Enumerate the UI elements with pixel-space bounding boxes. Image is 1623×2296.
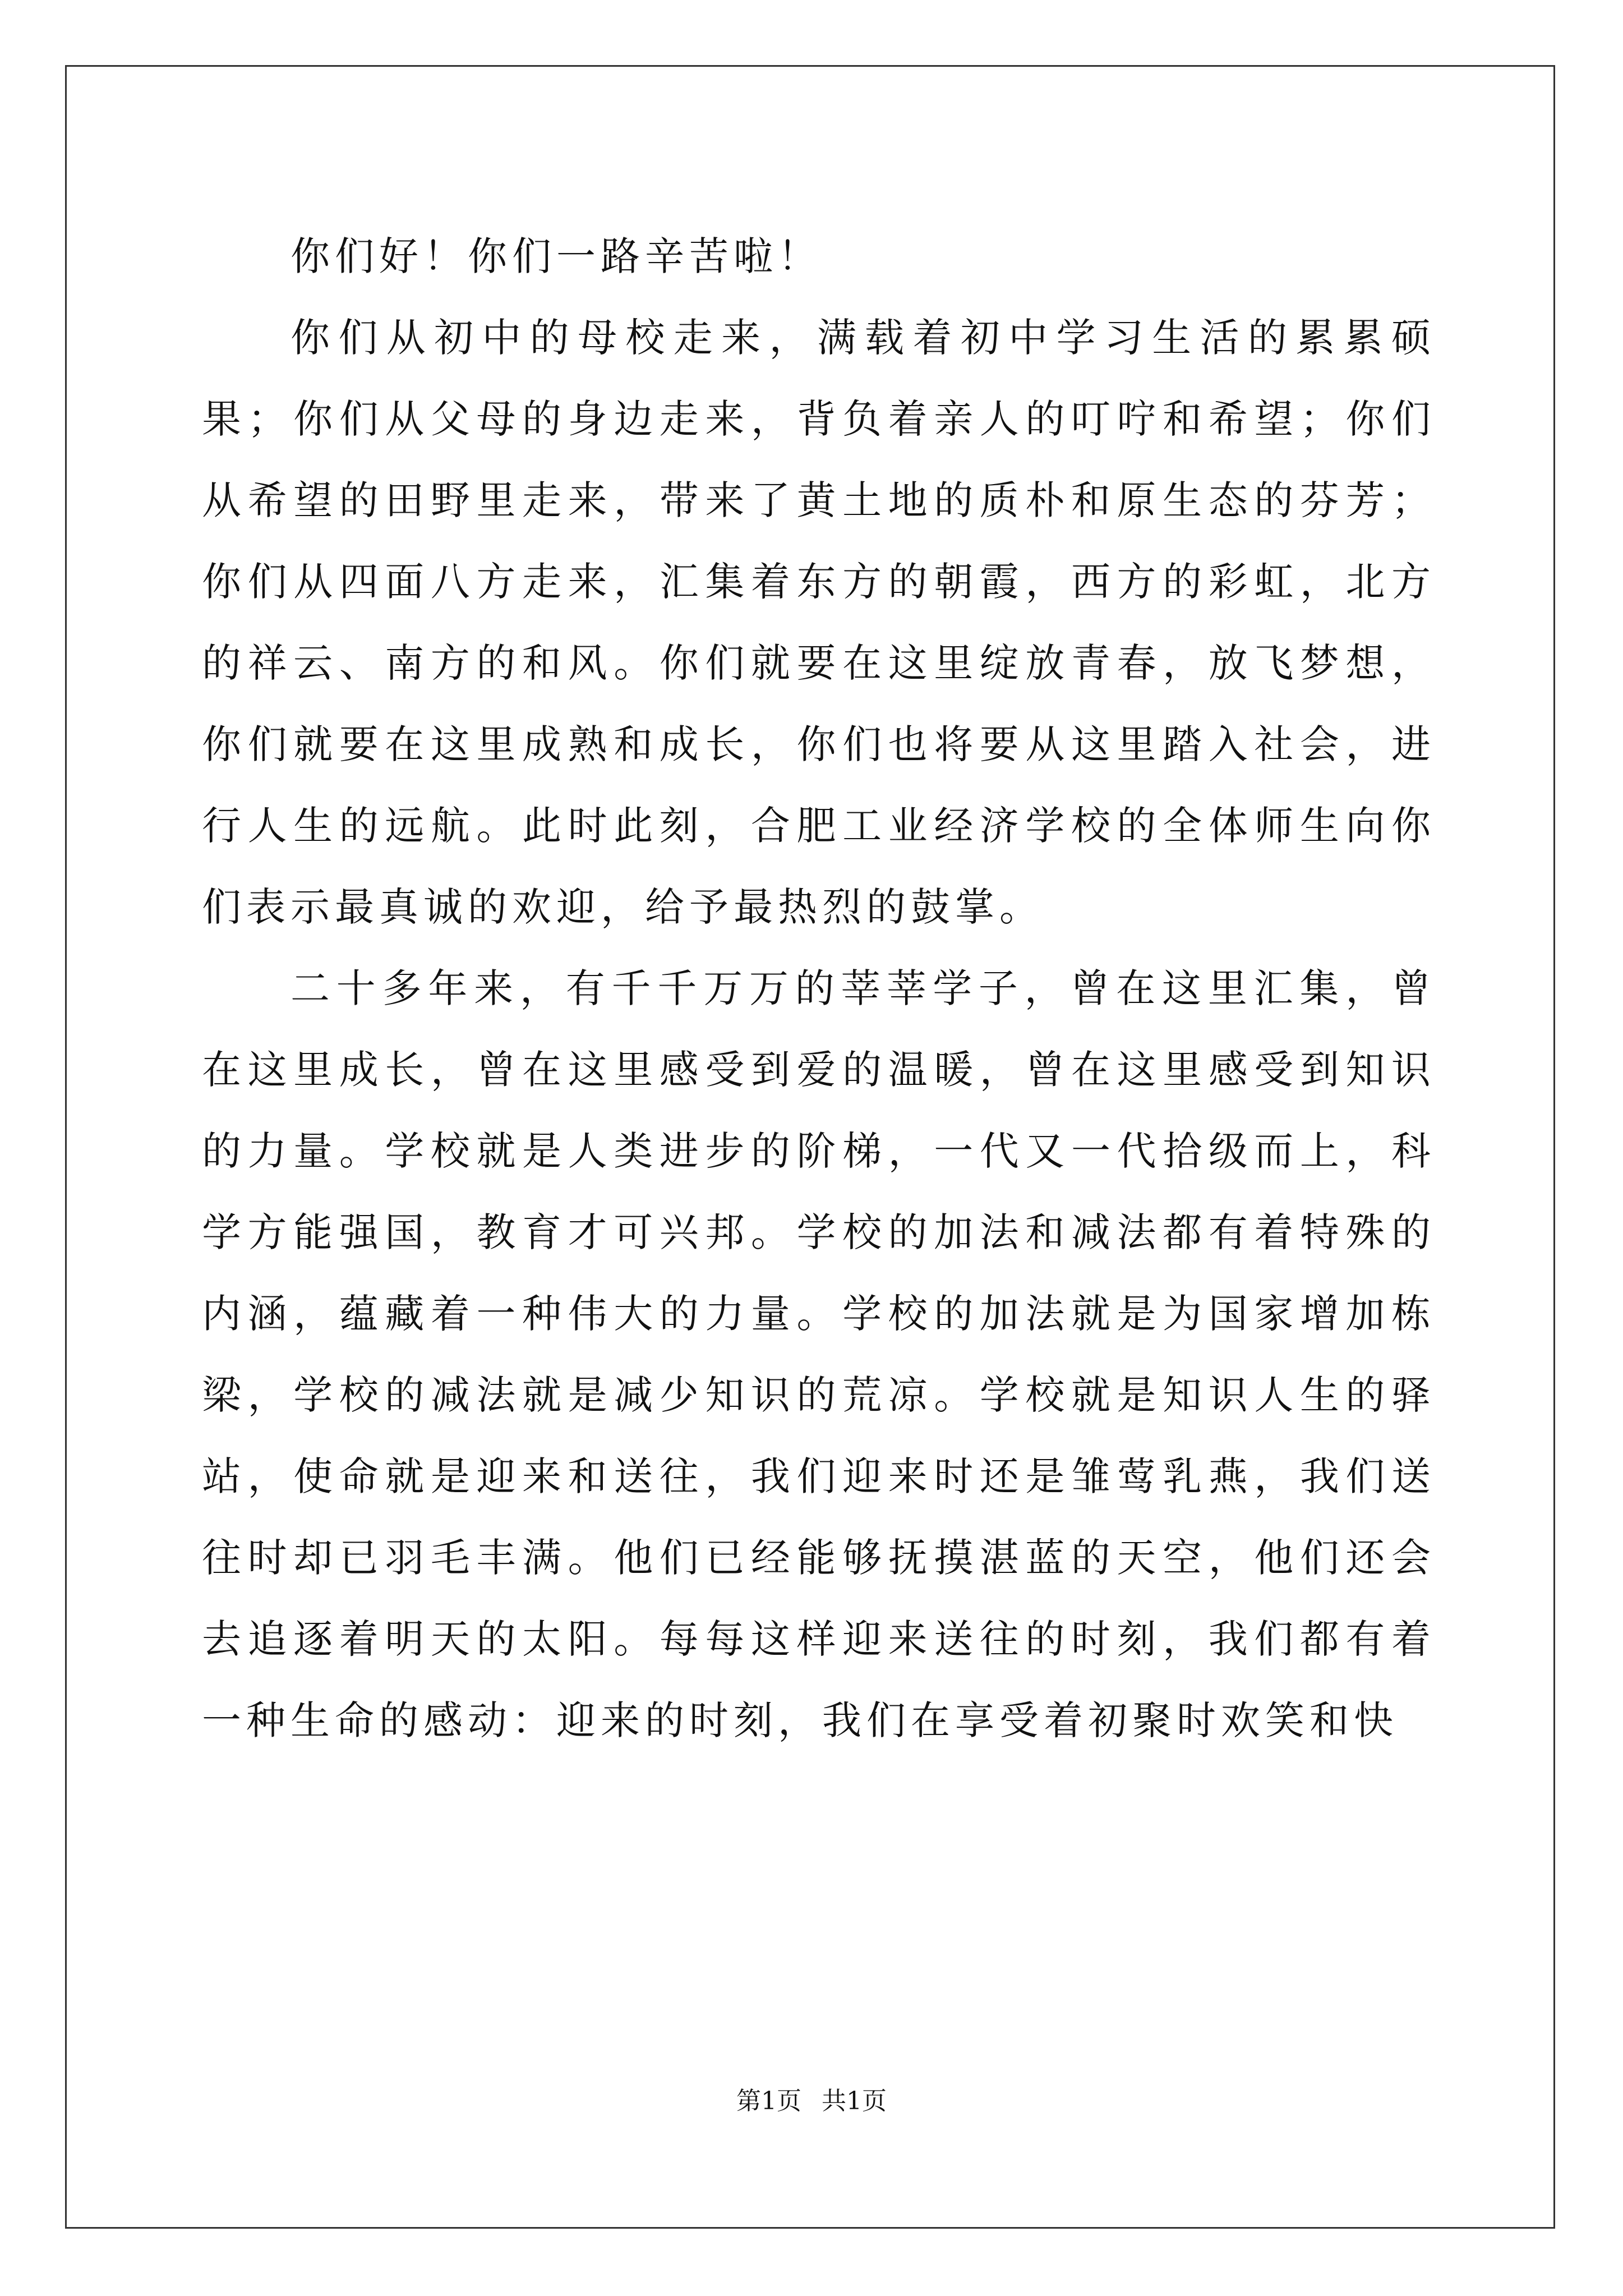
page-number: 第1页 bbox=[736, 2087, 801, 2115]
paragraph-welcome: 你们从初中的母校走来，满载着初中学习生活的累累硕果；你们从父母的身边走来，背负着亲人的叮咛和希望；你们从希望的田野里走来，带来了黄土地的质朴和原生态的芬芳；你们从四面八方走来，汇集着东方的朝霞，西方的彩虹，北方的祥云、南方的和风。你们就要在这里绽放青春，放飞梦想，你们就要在这里成熟和成长，你们也将要从这里踏入社会，进行人生的远航。此时此刻，合肥工业经济学校的全体师生向你们表示最真诚的欢迎，给予最热烈的鼓掌。 bbox=[202, 315, 1436, 930]
paragraph-greeting: 你们好！你们一路辛苦啦！ bbox=[291, 233, 822, 279]
page-total: 共1页 bbox=[822, 2087, 887, 2115]
page-footer bbox=[0, 2086, 1623, 2117]
paragraph-history: 二十多年来，有千千万万的莘莘学子，曾在这里汇集，曾在这里成长，曾在这里感受到爱的温暖，曾在这里感受到知识的力量。学校就是人类进步的阶梯，一代又一代拾级而上，科学方能强国，教育才可兴邦。学校的加法和减法都有着特殊的内涵，蕴藏着一种伟大的力量。学校的加法就是为国家增加栋梁，学校的减法就是减少知识的荒凉。学校就是知识人生的驿站，使命就是迎来和送往，我们迎来时还是雏莺乳燕，我们送往时却已羽毛丰满。他们已经能够抚摸湛蓝的天空，他们还会去追逐着明天的太阳。每每这样迎来送往的时刻，我们都有着一种生命的感动：迎来的时刻，我们在享受着初聚时欢笑和快 bbox=[202, 965, 1436, 1743]
document-body bbox=[202, 216, 1436, 1761]
